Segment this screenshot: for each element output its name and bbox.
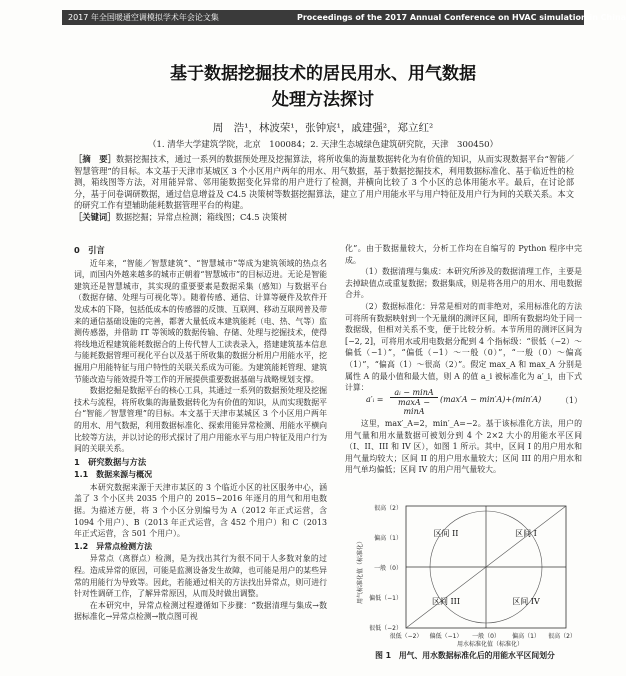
keywords-text: 数据挖掘；异常点检测；箱线图；C4.5 决策树 bbox=[115, 211, 288, 222]
paragraph: 异常点（离群点）检测，是为找出其行为很不同于人多数对象的过程。造成异常的原因，可能是监测设备发生故障，也可能是用户的某些异常的用能行为导致等。因此，若能通过相关的方法找出异常点，则可进行针对性调研工作，了解异常原因，从而及时做出调整。 bbox=[74, 554, 327, 599]
equation-1 bbox=[348, 388, 584, 416]
paragraph: 这里，max′_A=2，min′_A=−2。基于该标准化方法，用户的用气量和用水量数据可被划分到 4 个 2×2 大小的用能水平区间（I、II、III 和 IV 区），如图 1 所示。其中，区间 I 的用户用水和用气量均较大；区间 II 的用户用水量较大；区间 III 的用户用水和用气单均偏低；区间 IV 的用户用气量较大。 bbox=[345, 419, 582, 475]
paragraph: （1）数据清理与集成：本研究所涉及的数据清理工作，主要是去掉缺值点或重复数据；数据集成，则是将各用户的用水、用电数据合并。 bbox=[345, 267, 582, 300]
paper-title-line-2: 处理方法探讨 bbox=[272, 90, 374, 110]
x-axis-label: 用水标准化值（标准化） bbox=[456, 641, 524, 648]
abstract-label: ［摘 要］ bbox=[74, 154, 117, 164]
x-tick-label: 偏低（−1） bbox=[429, 633, 463, 640]
paper-title-line-1: 基于数据挖掘技术的居民用水、用气数据 bbox=[170, 64, 476, 84]
y-tick-label: 一般（0） bbox=[374, 565, 402, 572]
y-tick-label: 很高（2） bbox=[374, 505, 402, 512]
figure-1-region-diagram bbox=[350, 496, 580, 646]
header-left-text: 2017 年全国暖通空调模拟学术年会论文集 bbox=[68, 13, 219, 22]
affiliation: （1. 清华大学建筑学院，北京 100084；2. 天津生态城绿色建筑研究院，天津 300450） bbox=[147, 140, 499, 150]
equation-numerator: aᵢ − minA bbox=[390, 388, 438, 398]
header-right-text: Proceedings of the 2017 Annual Conference on HVAC simulation in China bbox=[297, 13, 626, 22]
section-0-heading: 0 引言 bbox=[74, 245, 105, 255]
paragraph: 化”。由于数据量较大，分析工作均在自编写的 Python 程序中完成。 bbox=[345, 244, 582, 265]
authors: 周 浩¹，林波荣¹，张钟宸¹，戚建强²，郑立红² bbox=[212, 122, 434, 134]
equation-rest: (max′A − min′A)+(min′A) bbox=[440, 395, 542, 404]
paragraph: 在本研究中，异常点检测过程遵循如下步骤：“数据清理与集成→数据标准化→异常点检测→散点图可视 bbox=[74, 600, 327, 622]
keywords-label: ［关键词］ bbox=[74, 211, 116, 222]
x-tick-label: 一般（0） bbox=[472, 633, 500, 640]
paragraph: 近年来，“智能／智慧建筑”、“智慧城市”等成为建筑领域的热点名词，而国内外越来越多的城市正朝着“智慧城市”的目标迈进。无论是智能建筑还是智慧城市，其实现的重要要素是数据采集（感知）与数据平台（数据存储、处理与可视化等）。随着传感、通信、计算等硬件及软件开发成本的下降，包括低成本的传感器的反馈、互联网、移动互联网普及带来的通信基础设施的完善，都著大量低成本建筑能耗（电、热、气等）监测传感器，并借助 IT 等领域的数据传输、存储、处理与挖掘技术，使得将线地近程建筑能耗数据合的上传代替人工读表录入，搭建建筑基本信息与能耗数据管理可视化平台以及基于所收集的数据分析用户用能水平，挖掘用户用能特征与用户特性的关联关系成为可能。为建筑能耗管理、建筑节能改造与能效提升等工作的开展提供重要数据基础与战略规划支撑。 bbox=[74, 258, 327, 384]
equation-number: （1） bbox=[560, 396, 582, 405]
y-tick-label: 偏低（−1） bbox=[369, 595, 402, 602]
left-column bbox=[74, 243, 327, 623]
section-1-heading: 1 研究数据与方法 bbox=[74, 456, 147, 467]
equation-denominator: maxA − minA bbox=[398, 398, 430, 416]
x-tick-label: 很低（−2） bbox=[389, 633, 423, 640]
y-tick-label: 很低（−2） bbox=[369, 625, 402, 632]
running-header bbox=[62, 10, 626, 25]
paragraph: （2）数据标准化：异常是相对的而非绝对，采用标准化的方法可将所有数据映射到一个无量纲的测评区间，即所有数据均处于同一数据级，但相对关系不变，便于比较分析。本节所用的测评区间为 [−2, 2]，可将用水或用电数据分配到 4 个指标级：“很低（−2）～偏低（−1）”，“偏低（−1）～一般（0）”，“一般（0）～偏高（1）”，“偏高（1）～很高（2）”。假定 max_A 和 max_A 分别是属性 A 的最小值和最大值，则 A 的值 a_i 被标准化为 a′_i，由下式计算： bbox=[345, 301, 582, 393]
figure-1-caption: 图 1 用气、用水数据标准化后的用能水平区间划分 bbox=[375, 651, 555, 660]
x-tick-label: 很高（2） bbox=[548, 633, 576, 640]
abstract-block bbox=[74, 154, 574, 223]
paragraph: 数据挖掘是数据平台的核心工具，其通过一系列的数据预处理及挖掘技术与流程，将所收集的海量数据转化为有价值的知识，从而实现数据平台“智能／智慧管理”的目标。本文基于天津市某城区 3 个小区用户两年的用水、用气数据，利用数据标准化、探索用能异常检测、用能水平横向比较等方法，并以讨论的形式探讨了用户用能水平与用户特征及用户行为间的关联关系。 bbox=[74, 386, 327, 454]
equation-fraction bbox=[390, 388, 438, 416]
region-label-IV: 区间 IV bbox=[512, 597, 540, 606]
y-tick-label: 偏高（1） bbox=[374, 535, 402, 542]
equation-lhs: a′ᵢ = bbox=[366, 395, 384, 404]
region-label-III: 区间 III bbox=[431, 597, 461, 606]
section-1-2-heading: 1.2 异常点检测方法 bbox=[74, 541, 153, 551]
region-label-I: 区间 I bbox=[515, 529, 537, 538]
y-axis-label: 用气标准化值（标准化） bbox=[357, 537, 364, 605]
section-1-1-heading: 1.1 数据来源与概况 bbox=[74, 470, 153, 480]
right-column-bottom bbox=[345, 418, 582, 476]
x-tick-label: 偏高（1） bbox=[512, 633, 540, 640]
region-label-II: 区间 II bbox=[433, 529, 459, 538]
paragraph: 本研究数据来源于天津市某区的 3 个临近小区的社区服务中心，涵盖了 3 个小区共 2035 个用户的 2015~2016 年逐月的用气和用电数据。为描述方便，将 3 个小区分别编号为 A（2012 年正式运营，含 1094 个用户）、B（2013 年正式运营，含 452 个用户）和 C（2013 年正式运营，含 501 个用户）。 bbox=[74, 482, 327, 539]
abstract-text: 数据挖掘技术，通过一系列的数据预处理及挖掘算法，将所收集的海量数据转化为有价值的知识，从而实现数据平台“智能／智慧管理”的目标。本文基于天津市某城区 3 个小区用户两年的用水、用气数据，基于数据挖掘技术，利用数据标准化、基于临近性的检测，箱线图等方法，对用能异常、邻用能数据变化异常的用户进行了检测，并横向比较了 3 个小区的总体用能水平。最后，在讨论部分，基于问卷调研数据，通过信息增益及 C4.5 决策树等数据挖掘算法，建立了用户用能水平与用户特征及用户行为间的关联关系。本文的研究工作有望辅助能耗数据管理平台的构建。 bbox=[74, 154, 574, 210]
